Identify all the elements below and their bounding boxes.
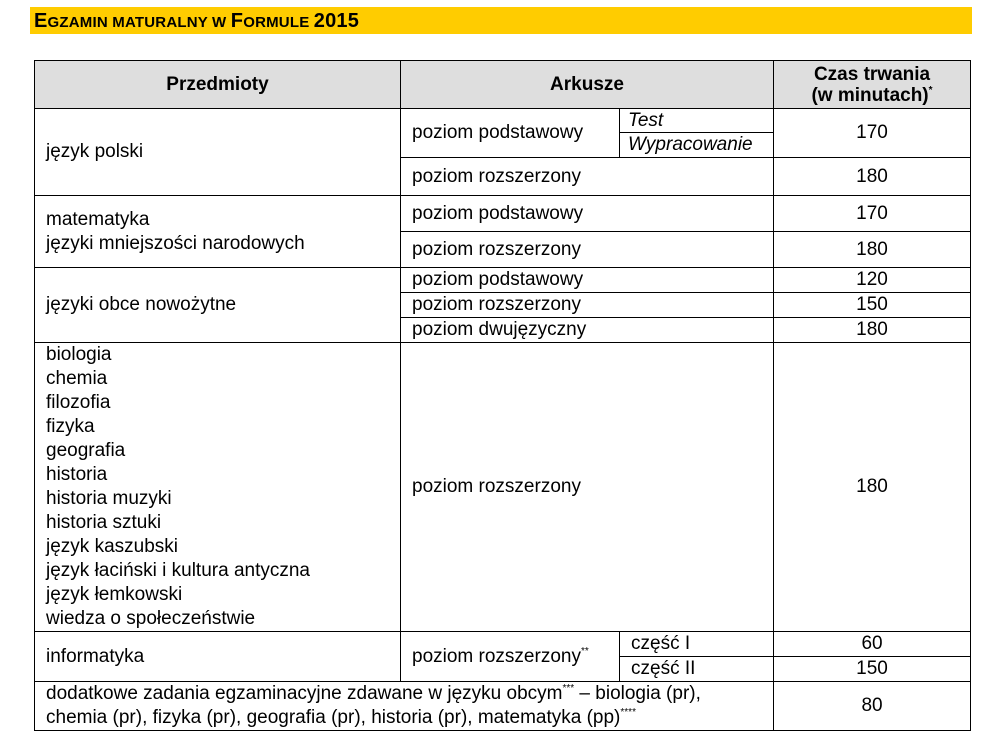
exam-schedule-table	[34, 60, 971, 731]
time-cell: 180	[774, 318, 971, 343]
time-cell: 60	[774, 632, 971, 657]
subject-math: matematyka języki mniejszości narodowych	[35, 196, 401, 268]
level-cell: poziom dwujęzyczny	[401, 318, 774, 343]
time-cell: 180	[774, 343, 971, 632]
list-item: chemia	[46, 368, 108, 389]
table-row	[35, 268, 971, 293]
level-cell: poziom rozszerzony	[401, 158, 774, 196]
part-cell: Wypracowanie	[620, 133, 774, 158]
time-cell: 150	[774, 657, 971, 682]
list-item: język łemkowski	[46, 584, 183, 605]
level-cell: poziom podstawowy	[401, 268, 774, 293]
part-cell: część I	[620, 632, 774, 657]
list-item: język łaciński i kultura antyczna	[46, 560, 310, 581]
time-cell: 170	[774, 196, 971, 232]
additional-tasks-cell: dodatkowe zadania egzaminacyjne zdawane w języku obcym*** – biologia (pr), chemia (pr), fizyka (pr), geografia (pr), historia (pr), matematyka (pp)****	[35, 682, 774, 731]
list-item: historia	[46, 464, 108, 485]
page-title: EGZAMIN MATURALNY W FORMULE 2015	[34, 10, 360, 32]
header-subjects: Przedmioty	[35, 61, 401, 109]
list-item: fizyka	[46, 416, 95, 437]
time-cell: 170	[774, 109, 971, 158]
level-cell: poziom podstawowy	[401, 109, 620, 158]
part-cell: Test	[620, 109, 774, 133]
part-cell: część II	[620, 657, 774, 682]
level-cell: poziom rozszerzony	[401, 232, 774, 268]
level-cell: poziom rozszerzony	[401, 293, 774, 318]
list-item: historia muzyki	[46, 488, 172, 509]
subject-list	[35, 343, 401, 632]
title-banner	[30, 7, 972, 34]
level-cell: poziom podstawowy	[401, 196, 774, 232]
list-item: filozofia	[46, 392, 111, 413]
level-cell: poziom rozszerzony	[401, 343, 774, 632]
time-cell: 120	[774, 268, 971, 293]
table-row	[35, 196, 971, 232]
list-item: biologia	[46, 344, 112, 365]
level-cell: poziom rozszerzony**	[401, 632, 620, 682]
time-cell: 180	[774, 158, 971, 196]
list-item: geografia	[46, 440, 126, 461]
header-sheets: Arkusze	[401, 61, 774, 109]
subject-foreign: języki obce nowożytne	[35, 268, 401, 343]
time-cell: 150	[774, 293, 971, 318]
table-row	[35, 682, 971, 731]
list-item: język kaszubski	[46, 536, 178, 557]
list-item: historia sztuki	[46, 512, 162, 533]
table-row	[35, 343, 971, 632]
table-row	[35, 109, 971, 133]
subject-informatics: informatyka	[35, 632, 401, 682]
time-cell: 80	[774, 682, 971, 731]
list-item: wiedza o społeczeństwie	[46, 608, 256, 629]
time-cell: 180	[774, 232, 971, 268]
subject-polish: język polski	[35, 109, 401, 196]
header-duration: Czas trwania (w minutach)*	[774, 61, 971, 109]
table-header-row	[35, 61, 971, 109]
table-row	[35, 632, 971, 657]
